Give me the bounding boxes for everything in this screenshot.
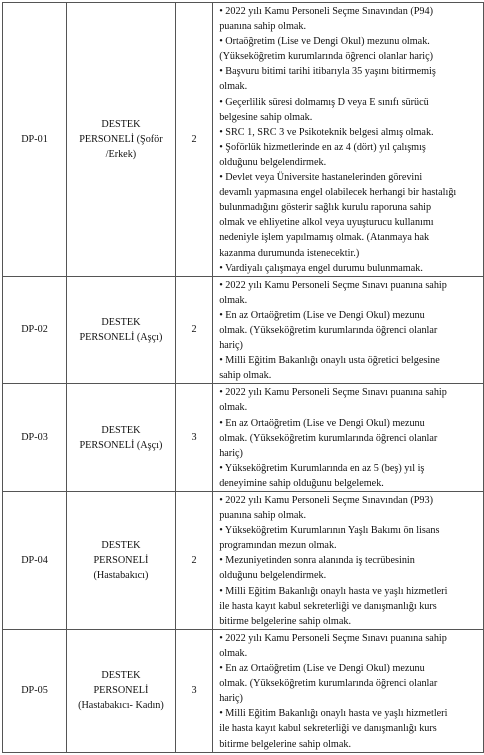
- requirement-line: olmak ve ehliyetine alkol veya uyuşturucu kullanımı: [219, 217, 434, 229]
- requirement-line: puanına sahip olmak.: [219, 510, 307, 522]
- position-count: 2: [175, 3, 212, 277]
- requirement-line: kazanma durumunda istenecektir.): [219, 247, 360, 259]
- requirement-line: devamlı yapmasına engel olabilecek herhangi bir hastalığı: [219, 187, 457, 199]
- position-title: [67, 629, 176, 752]
- position-count: 2: [175, 492, 212, 630]
- requirement-line: ile hasta kayıt kabul sekreterliği ve danışmanlığı kurs: [219, 723, 437, 735]
- requirement-line: olduğunu belgelendirmek.: [219, 156, 327, 168]
- position-code: DP-04: [3, 492, 67, 630]
- position-count: 3: [175, 629, 212, 752]
- position-title-line: DESTEK: [101, 670, 141, 682]
- requirement-line: • 2022 yılı Kamu Personeli Seçme Sınavı puanına sahip: [219, 387, 447, 399]
- requirement-line: belgesine sahip olmak.: [219, 111, 313, 123]
- requirement-line: • Devlet veya Üniversite hastanelerinden görevini: [219, 172, 423, 184]
- requirement-line: olmak. (Yükseköğretim kurumlarında öğrenci olanlar: [219, 432, 438, 444]
- position-title-line: (Hastabakıcı- Kadın): [78, 700, 164, 712]
- table-row: [3, 492, 484, 630]
- position-title-line: DESTEK: [101, 317, 141, 329]
- position-title: [67, 384, 176, 492]
- position-title: [67, 492, 176, 630]
- requirement-line: hariç): [219, 340, 243, 352]
- requirement-line: • Geçerlilik süresi dolmamış D veya E sınıfı sürücü: [219, 96, 429, 108]
- requirement-line: (Yükseköğretim kurumlarında öğrenci olanlar hariç): [219, 51, 434, 63]
- requirement-line: olmak.: [219, 647, 248, 659]
- position-title-line: PERSONELİ: [93, 554, 149, 566]
- requirement-line: sahip olmak.: [219, 370, 272, 382]
- requirement-line: • Milli Eğitim Bakanlığı onaylı hasta ve yaşlı hizmetleri: [219, 708, 448, 720]
- position-code: DP-03: [3, 384, 67, 492]
- requirement-line: • En az Ortaöğretim (Lise ve Dengi Okul) mezunu: [219, 417, 425, 429]
- table-row: [3, 629, 484, 752]
- position-title-line: /Erkek): [105, 148, 137, 160]
- requirement-line: • En az Ortaöğretim (Lise ve Dengi Okul) mezunu: [219, 663, 425, 675]
- requirement-line: • Milli Eğitim Bakanlığı onaylı usta öğretici belgesine: [219, 355, 440, 367]
- requirement-line: • 2022 yılı Kamu Personeli Seçme Sınavı puanına sahip: [219, 279, 447, 291]
- requirement-line: hariç): [219, 693, 243, 705]
- requirement-line: olduğunu belgelendirmek.: [219, 570, 327, 582]
- requirement-line: hariç): [219, 447, 243, 459]
- position-title-line: (Hastabakıcı): [93, 569, 149, 581]
- requirement-line: • 2022 yılı Kamu Personeli Seçme Sınavından (P94): [219, 6, 433, 17]
- position-count: 3: [175, 384, 212, 492]
- requirement-line: olmak.: [219, 294, 248, 306]
- position-title-line: PERSONELİ (Şoför: [79, 133, 163, 145]
- positions-table: [2, 2, 484, 753]
- requirement-line: olmak. (Yükseköğretim kurumlarında öğrenci olanlar: [219, 678, 438, 690]
- position-title-line: PERSONELİ (Aşçı): [79, 439, 163, 451]
- requirement-line: olmak. (Yükseköğretim kurumlarında öğrenci olanlar: [219, 324, 438, 336]
- position-title-line: DESTEK: [101, 539, 141, 551]
- requirement-line: puanına sahip olmak.: [219, 21, 307, 33]
- requirements-cell: [213, 629, 484, 752]
- position-code: DP-05: [3, 629, 67, 752]
- requirement-line: • Şoförlük hizmetlerinde en az 4 (dört) yıl çalışmış: [219, 141, 426, 153]
- requirement-line: bitirme belgelerine sahip olmak.: [219, 738, 352, 750]
- position-title-line: DESTEK: [101, 424, 141, 436]
- requirement-line: programından mezun olmak.: [219, 540, 337, 552]
- requirement-line: bitirme belgelerine sahip olmak.: [219, 615, 352, 627]
- position-title-line: PERSONELİ: [93, 685, 149, 697]
- position-code: DP-02: [3, 276, 67, 384]
- requirement-line: olmak.: [219, 402, 248, 414]
- requirement-line: ile hasta kayıt kabul sekreterliği ve danışmanlığı kurs: [219, 600, 437, 612]
- requirements-cell: [213, 3, 484, 277]
- position-title: [67, 3, 176, 277]
- requirement-line: • Başvuru bitimi tarihi itibarıyla 35 yaşını bitirmemiş: [219, 66, 436, 78]
- requirement-line: bulunmadığını gösterir sağlık kurulu raporuna sahip: [219, 202, 432, 214]
- requirement-line: olmak.: [219, 81, 248, 93]
- requirements-cell: [213, 492, 484, 630]
- requirement-line: • En az Ortaöğretim (Lise ve Dengi Okul) mezunu: [219, 309, 425, 321]
- requirement-line: nedeniyle işlem yapılmamış olmak. (Atanmaya hak: [219, 232, 430, 244]
- table-row: [3, 276, 484, 384]
- requirement-line: • Yükseköğretim Kurumlarının Yaşlı Bakımı ön lisans: [219, 525, 440, 537]
- requirement-line: deneyimine sahip olduğunu belgelemek.: [219, 477, 384, 489]
- requirement-line: • Yükseköğretim Kurumlarında en az 5 (beş) yıl iş: [219, 462, 425, 474]
- position-code: DP-01: [3, 3, 67, 277]
- position-title-line: DESTEK: [101, 118, 141, 130]
- requirements-cell: [213, 384, 484, 492]
- position-count: 2: [175, 276, 212, 384]
- table-row: [3, 384, 484, 492]
- requirement-line: • 2022 yılı Kamu Personeli Seçme Sınavı puanına sahip: [219, 632, 447, 644]
- requirement-line: • SRC 1, SRC 3 ve Psikoteknik belgesi almış olmak.: [219, 126, 434, 138]
- positions-table-body: [3, 3, 484, 753]
- requirements-cell: [213, 276, 484, 384]
- requirement-line: • Milli Eğitim Bakanlığı onaylı hasta ve yaşlı hizmetleri: [219, 585, 448, 597]
- requirement-line: • Ortaöğretim (Lise ve Dengi Okul) mezunu olmak.: [219, 36, 430, 48]
- position-title-line: PERSONELİ (Aşçı): [79, 332, 163, 344]
- requirement-line: • 2022 yılı Kamu Personeli Seçme Sınavından (P93): [219, 495, 433, 506]
- requirement-line: • Mezuniyetinden sonra alanında iş tecrübesinin: [219, 555, 415, 567]
- table-row: [3, 3, 484, 277]
- requirement-line: • Vardiyalı çalışmaya engel durumu bulunmamak.: [219, 262, 423, 274]
- position-title: [67, 276, 176, 384]
